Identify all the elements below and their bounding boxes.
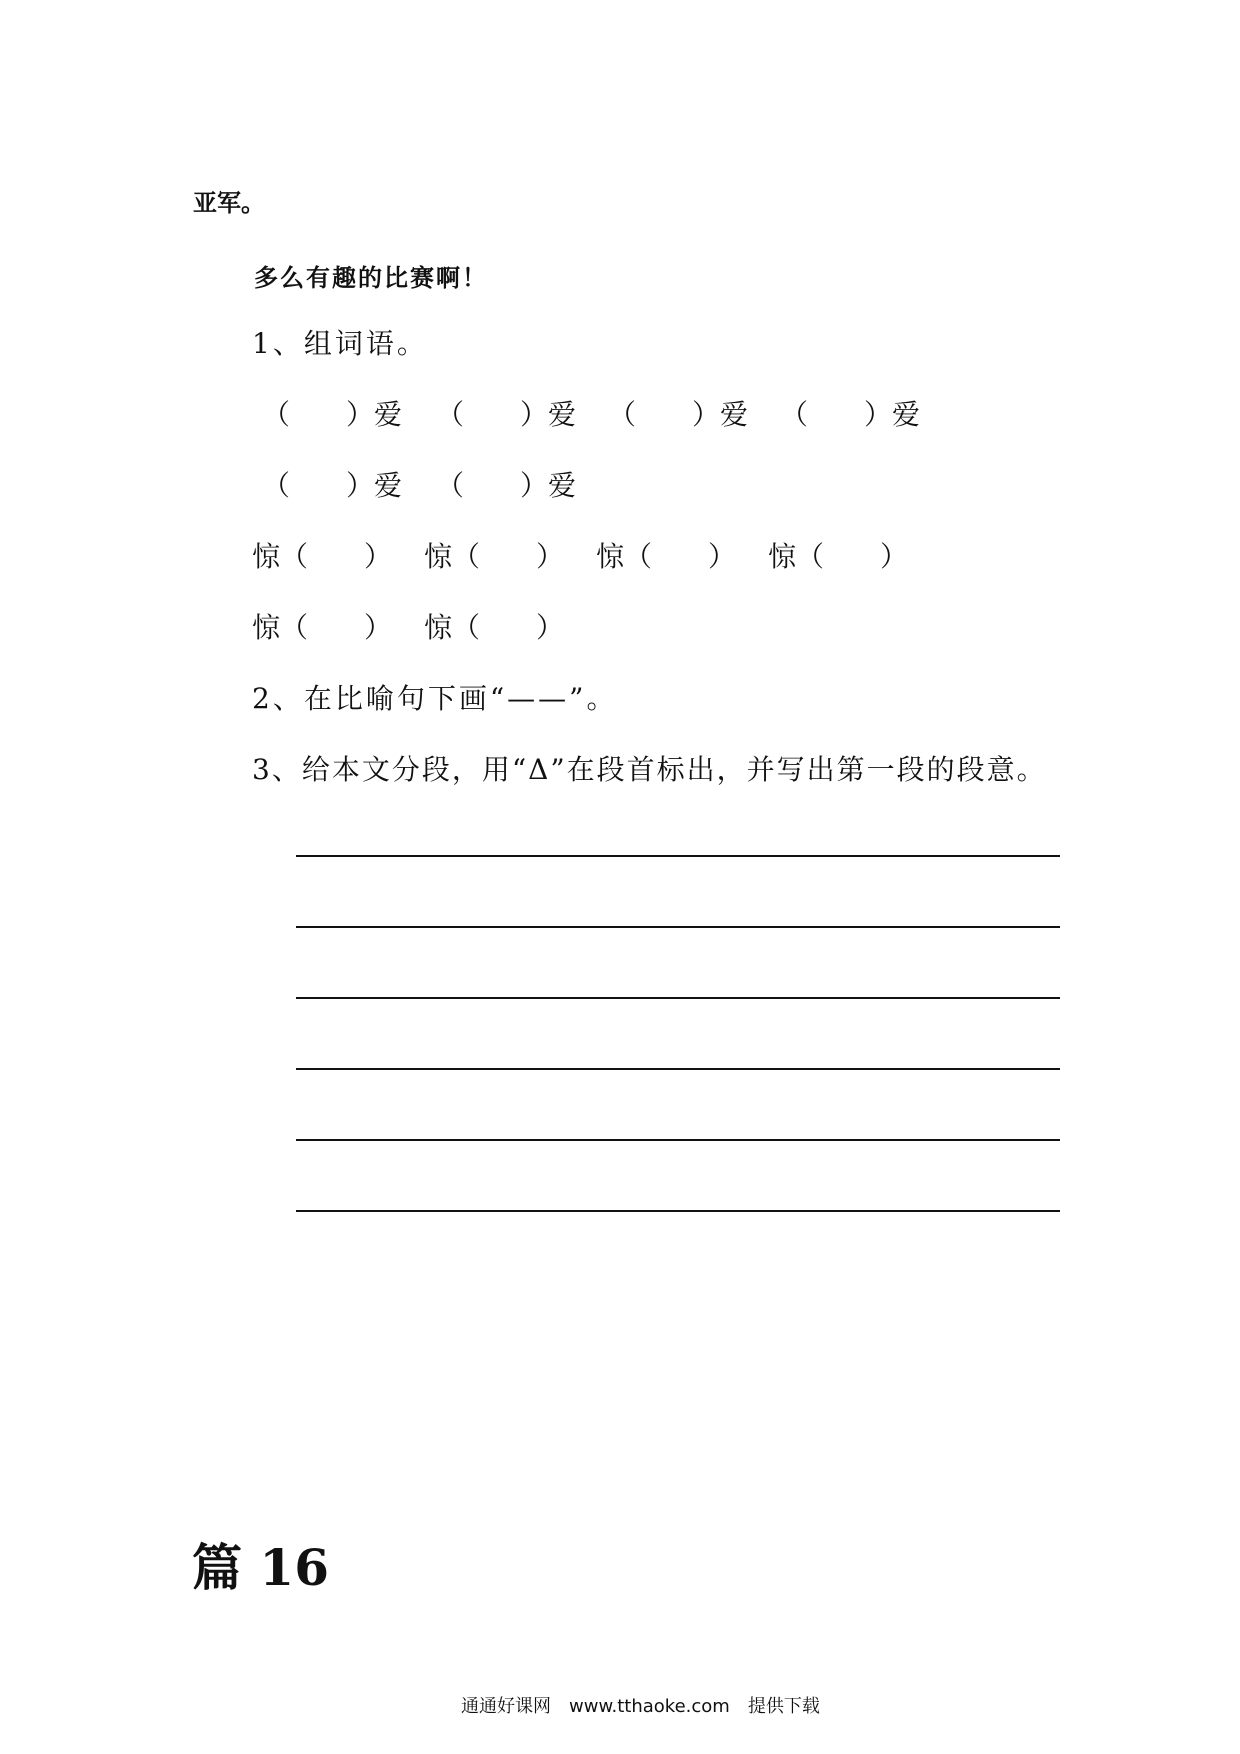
answer-line-1[interactable] [296,855,1060,857]
question3: 3、给本文分段，用“Δ”在段首标出，并写出第一段的段意。 [252,753,1047,786]
ai-blank[interactable]: （ ）爱 [262,398,403,431]
closing-sentence: 多么有趣的比赛啊！ [254,264,488,292]
answer-line-5[interactable] [296,1139,1060,1141]
ai-blank[interactable]: （ ）爱 [262,469,403,502]
ai-blank[interactable]: （ ）爱 [436,398,577,431]
footer-credit: 通通好课网 www.tthaoke.com 提供下载 [461,1696,820,1717]
answer-line-6[interactable] [296,1210,1060,1212]
question2: 2、在比喻句下画“——”。 [252,682,618,715]
jing-blank[interactable]: 惊（ ） [252,540,393,573]
jing-blank[interactable]: 惊（ ） [424,611,565,644]
ai-blank[interactable]: （ ）爱 [780,398,921,431]
section-heading: 篇 16 [192,1538,329,1597]
ai-blank[interactable]: （ ）爱 [436,469,577,502]
continued-text: 亚军。 [193,189,265,217]
jing-blank[interactable]: 惊（ ） [596,540,737,573]
answer-line-3[interactable] [296,997,1060,999]
jing-blank[interactable]: 惊（ ） [768,540,909,573]
jing-blank[interactable]: 惊（ ） [424,540,565,573]
jing-blank[interactable]: 惊（ ） [252,611,393,644]
answer-line-2[interactable] [296,926,1060,928]
answer-line-4[interactable] [296,1068,1060,1070]
ai-blank[interactable]: （ ）爱 [608,398,749,431]
question1-title: 1、组词语。 [252,327,428,360]
